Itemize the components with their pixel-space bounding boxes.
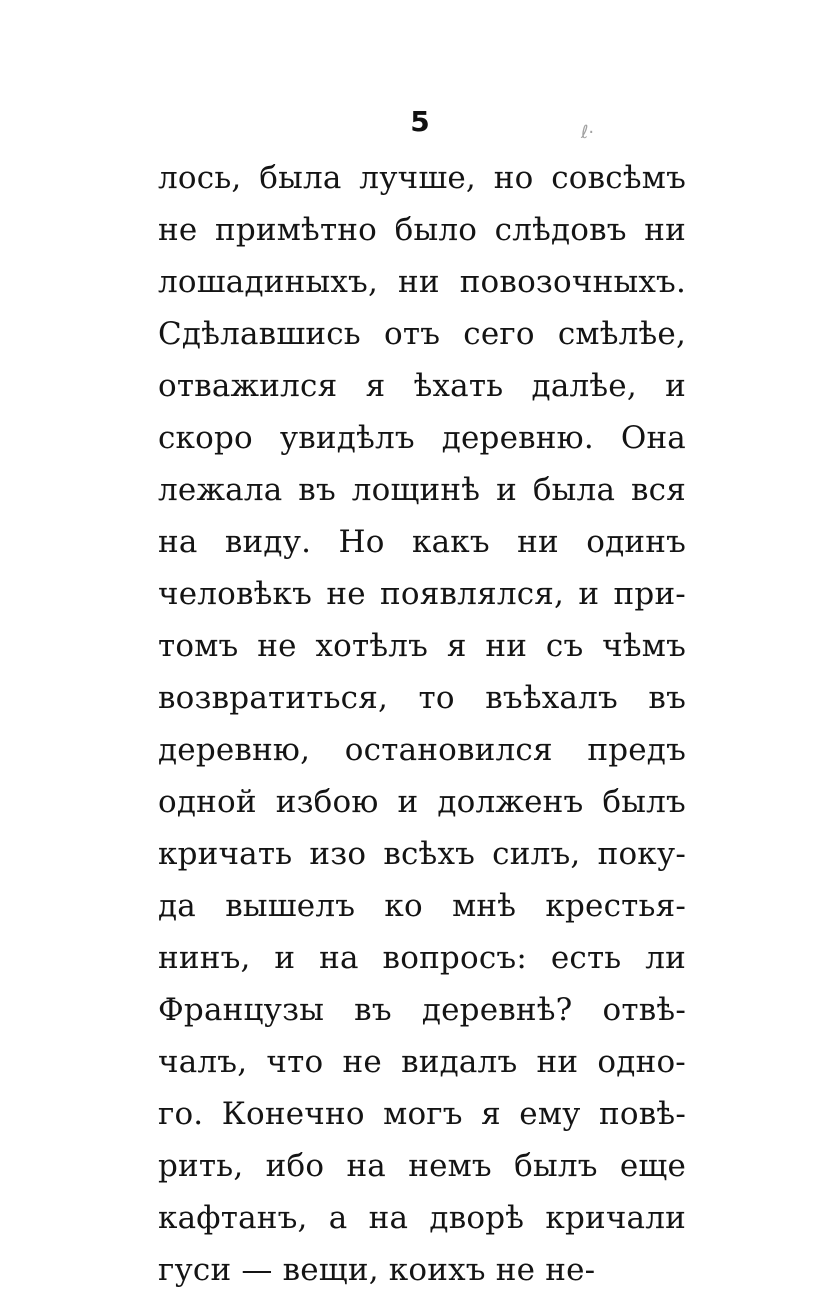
text-line: одной избою и долженъ былъ	[158, 784, 686, 820]
text-line: отважился я ѣхать далѣе, и	[158, 368, 686, 404]
text-line: нинъ, и на вопросъ: есть ли	[158, 940, 686, 976]
text-line: гуси — вещи, коихъ не не-	[158, 1252, 596, 1288]
text-line: кафтанъ, а на дворѣ кричали	[158, 1200, 686, 1236]
text-line: Французы въ деревнѣ? отвѣ-	[158, 992, 686, 1028]
text-line: го. Конечно могъ я ему повѣ-	[158, 1096, 686, 1132]
text-line: томъ не хотѣлъ я ни съ чѣмъ	[158, 628, 686, 664]
text-line: лось, была лучше, но совсѣмъ	[158, 160, 686, 196]
text-line: скоро увидѣлъ деревню. Она	[158, 420, 686, 456]
text-line: кричать изо всѣхъ силъ, поку-	[158, 836, 686, 872]
text-line: лошадиныхъ, ни повозочныхъ.	[158, 264, 686, 300]
text-line: да вышелъ ко мнѣ крестья-	[158, 888, 686, 924]
page-number: 5	[410, 105, 430, 138]
text-line: человѣкъ не появлялся, и при-	[158, 576, 686, 612]
stray-ink-mark: ℓ·	[581, 122, 595, 143]
text-line: рить, ибо на немъ былъ еще	[158, 1148, 686, 1184]
body-text	[158, 152, 686, 1296]
text-line: возвратиться, то въѣхалъ въ	[158, 680, 686, 716]
text-line: чалъ, что не видалъ ни одно-	[158, 1044, 686, 1080]
text-line: Сдѣлавшись отъ сего смѣлѣе,	[158, 316, 686, 352]
text-line: лежала въ лощинѣ и была вся	[158, 472, 686, 508]
text-line: не примѣтно было слѣдовъ ни	[158, 212, 686, 248]
text-line: на виду. Но какъ ни одинъ	[158, 524, 686, 560]
text-line: деревню, остановился предъ	[158, 732, 686, 768]
